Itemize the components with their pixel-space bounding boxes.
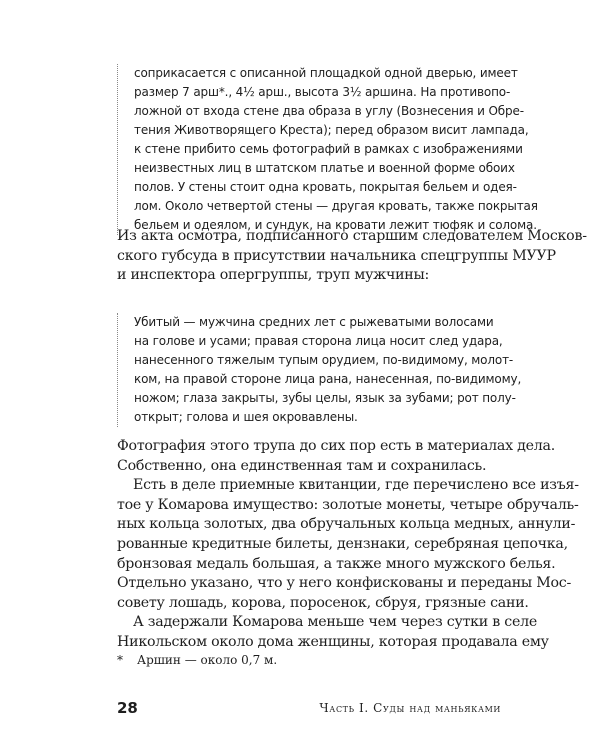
text-line: Из акта осмотра, подписанного старшим следователем Москов- — [117, 228, 587, 244]
quote-line: неизвестных лиц в штатском платье и военной форме обоих — [134, 161, 515, 175]
quote-line: полов. У стены стоит одна кровать, покрытая бельем и одея- — [134, 180, 517, 194]
quote-line: тения Животворящего Креста); перед образом висит лампада, — [134, 123, 529, 137]
text-line: бронзовая медаль большая, а также много мужского белья. — [117, 555, 556, 572]
text-line: Отдельно указано, что у него конфискованы и переданы Мос- — [117, 575, 572, 592]
quote-line: нанесенного тяжелым тупым орудием, по-видимому, молот- — [134, 353, 514, 367]
text-line: Никольском около дома женщины, которая продавала ему — [117, 633, 549, 650]
text-line: Есть в деле приемные квитанции, где перечислено все изъя- — [133, 477, 579, 494]
quote-line: к стене прибито семь фотографий в рамках с изображениями — [134, 142, 523, 156]
quote-line: соприкасается с описанной площадкой одной дверью, имеет — [134, 66, 518, 80]
quote-line: на голове и усами; правая сторона лица носит след удара, — [134, 334, 503, 348]
text-line: и инспектора опергруппы, труп мужчины: — [117, 267, 430, 284]
block-quote-room-description — [117, 64, 538, 235]
text-line: Собственно, она единственная там и сохранилась. — [117, 457, 487, 474]
text-line: А задержали Комарова меньше чем через сутки в селе — [133, 614, 538, 631]
footnote-text: Аршин — около 0,7 м. — [137, 653, 278, 667]
intro-paragraph — [117, 227, 587, 286]
block-quote-body-description — [117, 313, 522, 427]
text-line: тое у Комарова имущество: золотые монеты, четыре обручаль- — [117, 496, 579, 513]
text-line: ных кольца золотых, два обручальных кольца медных, аннули- — [117, 516, 576, 533]
footnote — [117, 652, 277, 668]
quote-line: ножом; глаза закрыты, зубы целы, язык за зубами; рот полу- — [134, 391, 516, 405]
quote-line: ложной от входа стене два образа в углу (Вознесения и Обре- — [134, 104, 524, 118]
page-number: 28 — [117, 699, 138, 717]
running-head: Часть I. Суды над маньяками — [319, 701, 501, 715]
quote-line: ком, на правой стороне лица рана, нанесенная, по-видимому, — [134, 372, 522, 386]
quote-line: бельем и одеялом, и сундук, на кровати лежит тюфяк и солома. — [134, 218, 537, 232]
text-line: совету лошадь, корова, поросенок, сбруя, грязные сани. — [117, 594, 529, 611]
body-text — [117, 437, 579, 653]
quote-line: размер 7 арш*., 4½ арш., высота 3½ аршина. На противопо- — [134, 85, 511, 99]
text-line: ского губсуда в присутствии начальника спецгруппы МУУР — [117, 247, 556, 264]
quote-line: открыт; голова и шея окровавлены. — [134, 410, 358, 424]
quote-line: лом. Около четвертой стены — другая кровать, также покрытая — [134, 199, 538, 213]
quote-line: Убитый — мужчина средних лет с рыжеватыми волосами — [134, 315, 494, 329]
text-line: рованные кредитные билеты, дензнаки, серебряная цепочка, — [117, 535, 568, 552]
footnote-mark: * — [117, 653, 123, 667]
text-line: Фотография этого трупа до сих пор есть в материалах дела. — [117, 438, 556, 454]
